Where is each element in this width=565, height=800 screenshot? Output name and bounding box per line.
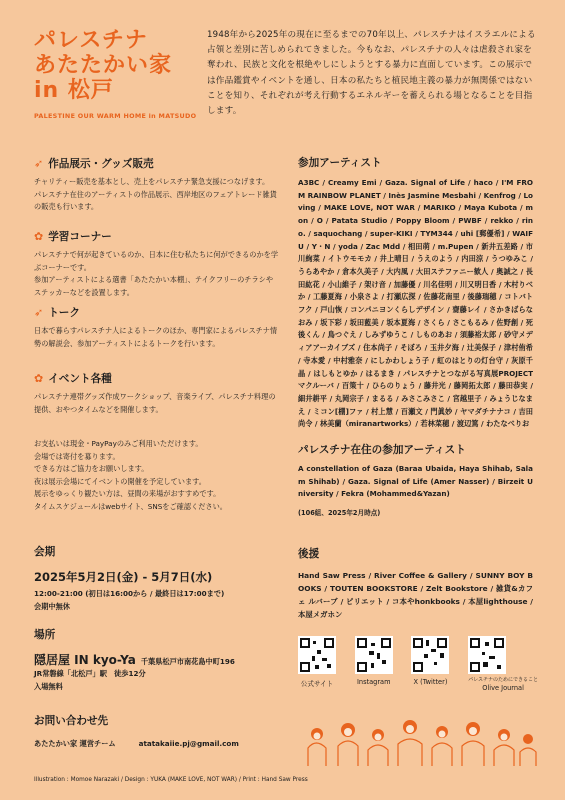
section-title: イベント各種: [48, 373, 112, 385]
people-illustration: [298, 708, 538, 766]
qr-code[interactable]: [298, 636, 336, 674]
section-body: パレスチナで何が起きているのか、日本に住む私たちに何ができるのかを学ぶコーナーです。 参加アーティストによる選書「あたたかい本棚」、テイクフリーのチラシやステッカーなどを設置します。: [34, 250, 279, 297]
qr-official-site[interactable]: [298, 636, 336, 692]
palestine-artists-heading: パレスチナ在住の参加アーティスト: [298, 444, 466, 456]
arrow-icon: ➶: [34, 157, 44, 170]
title-line-2: あたたかい家: [34, 53, 173, 78]
poster-title: [34, 28, 214, 103]
section-title: トーク: [48, 307, 80, 319]
title-line-1: パレスチナ: [34, 28, 148, 53]
period-note: 会期中無休: [34, 601, 70, 611]
contact-section: [34, 713, 279, 751]
poster-subtitle: PALESTINE OUR WARM HOME in MATSUDO: [34, 112, 197, 120]
venue-address: 千葉県松戸市南花島中町196: [140, 657, 235, 666]
period-dates: 2025年5月2日(金) - 5月7日(水): [34, 570, 213, 584]
palestine-artists-list: A constellation of Gaza (Baraa Ubaida, Haya Shihab, Salam Shihab) / Gaza. Signal of Life (Amer Nasser) / Birzeit University / Fekra (Mohammed&Yazan): [298, 464, 533, 499]
section-body: 日本で暮らすパレスチナ人によるトークのほか、専門家によるパレスチナ情勢の解説会、参加アーティストによるトークを行います。: [34, 326, 278, 348]
venue-name: 隠居屋 IN kyo-Ya: [34, 653, 136, 667]
qr-row: [298, 636, 538, 692]
title-line-3: in 松戸: [34, 78, 114, 103]
qr-label: X (Twitter): [413, 678, 448, 686]
qr-label: Instagram: [356, 678, 391, 686]
contact-email[interactable]: atatakaiie.pj@gmail.com: [138, 739, 239, 748]
section-events: [34, 371, 279, 416]
qr-caption: パレスチナのためにできること: [468, 677, 538, 683]
section-title: 学習コーナー: [48, 231, 112, 243]
qr-code[interactable]: [355, 636, 393, 674]
intro-text: 1948年から2025年の現在に至るまでの70年以上、パレスチナはイスラエルによる占領と差別に苦しめられてきました。今もなお、パレスチナの人々は虐殺され家を奪われ、民族と文化を根絶やしにしようとする暴力に直面しています。この展示では作品鑑賞やイベントを通し、日本の私たちと植民地主義の暴力が無関係ではないことを知り、それぞれが考え行動するエネルギーを蓄えられる場となることを目指します。: [207, 30, 536, 117]
support-list: Hand Saw Press / River Coffee & Gallery / SUNNY BOY BOOKS / TOUTEN BOOKSTORE / Zelt Bookstore / 雑貨&カフェ ルバーブ / ピリエット / コ本やhonkbooks / 本屋lighthouse / 本屋メガホン: [298, 571, 533, 619]
period-section: [34, 544, 279, 613]
qr-code[interactable]: [468, 636, 506, 674]
venue-heading: 場所: [34, 629, 56, 641]
contact-team: あたたかい家 運営チーム: [34, 739, 116, 748]
artists-section: [298, 155, 533, 431]
section-body: パレスチナ連帯グッズ作成ワークショップ、音楽ライブ、パレスチナ料理の提供、おやつタイムなどを開催します。: [34, 392, 276, 414]
section-talk: [34, 305, 279, 350]
flower-icon: ✿: [34, 372, 44, 385]
support-section: [298, 546, 533, 621]
qr-label: 公式サイト: [300, 680, 334, 688]
venue-fee: 入場無料: [34, 681, 63, 691]
venue-access: JR常磐線「北松戸」駅 徒歩12分: [34, 669, 146, 678]
section-body: チャリティー販売を基本とし、売上をパレスチナ緊急支援につなげます。 パレスチナ在住のアーティストの作品展示、西岸地区のフェアトレード雑貨の販売も行います。: [34, 177, 277, 212]
qr-twitter[interactable]: [411, 636, 449, 692]
arrow-icon: ➶: [34, 306, 44, 319]
period-heading: 会期: [34, 546, 56, 558]
support-heading: 後援: [298, 548, 320, 560]
section-exhibition: [34, 156, 279, 214]
artists-list: A3BC / Creamy Emi / Gaza. Signal of Life / haco / I'M FROM RAINBOW PLANET / Inès Jasmine Mesbahi / Kenfrog / Loving / MAKE LOVE, NOT WAR / MARIKO / Maya Kubota / mon / O / Patata Studio / Poppy Bloom / PWBF / rekko / rino. / saquochang / super-KIKI / TYM344 / uhi [郵優希] / WAIFU / Y・N / yoda / Zac Mdd / 相田萌 / m.Pupen / 新井五差路 / 市川絢菜 / イトウモモカ / 井上晴日 / うえのよう / 内田涼 / うつゆみこ / うらあやか / 倉本久美子 / 大内風 / 大田ステファニー歓人 / 奥誠之 / 長田紘花 / 小山維子 / 架け音 / 加藤優 / 川名佳明 / 川又明日香 / 木村りべか / 工藤夏海 / 小泉さよ / 打瀬広探 / 佐藤花南里 / 後藤瑞穂 / コトバトフク / 戸山恢 / コンパニヨンくらしデザイン / 齋藤レイ / さかきばらなおみ / 坂下彩 / 坂田藍美 / 坂本夏海 / さくら / さこもるみ / 佐野創 / 死後くん / 鳥つぐえ / しみずゆうこ / しものあお / 須藤裕太郎 / 砂守メディアアーカイブズ / 住本尚子 / そぼろ / 玉井夕海 / 辻美保子 / 津村侑希 / 寺本愛 / 中村雅奈 / にしかわしょう子 / 虹のはとりの灯台守 / 灰原千晶 / はしもとゆか / はるまき / パレスチナとつながる写真展PROJECTマクルーバ / 百策十 / ひらのりょう / 藤井光 / 藤岡拓太郎 / 藤田恭実 / 細井耕平 / 丸岡宗子 / まるる / みさこみさこ / 宮越里子 / みょうじなまえ / ミコン[棚]ファ / 村上慧 / 百瀬文 / 門眞妙 / ヤマダチナナコ / 吉田尚令 / 林美蘭（miranartworks）/ 若林菜穂 / 渡辺篤 / わたなべりお: [298, 178, 533, 429]
credits: Illustration : Momoe Narazaki / Design : YUKA (MAKE LOVE, NOT WAR) / Print : Hand Saw Press: [34, 777, 308, 783]
qr-instagram[interactable]: [355, 636, 393, 692]
artists-heading: 参加アーティスト: [298, 157, 382, 169]
qr-olive-journal[interactable]: [468, 636, 538, 692]
artist-count: (106組、2025年2月時点): [298, 509, 381, 518]
venue-section: [34, 627, 279, 693]
notes: お支払いは現金・PayPayのみご利用いただけます。 会場では寄付を募ります。 できる方はご協力をお願いします。 夜は展示会場にてイベントの開催を予定しています。 展示をゆっくり観たい方は、昼間の来場がおすすめです。 タイムスケジュールはwebサイト、SNSをご確認ください。: [34, 439, 227, 511]
qr-label: Olive Journal: [482, 684, 524, 692]
palestine-artists-section: [298, 442, 533, 520]
qr-code[interactable]: [411, 636, 449, 674]
flower-icon: ✿: [34, 230, 44, 243]
section-title: 作品展示・グッズ販売: [48, 158, 154, 170]
contact-heading: お問い合わせ先: [34, 715, 109, 727]
period-hours: 12:00-21:00 (初日は16:00から / 最終日は17:00まで): [34, 589, 225, 598]
section-study: [34, 229, 279, 299]
